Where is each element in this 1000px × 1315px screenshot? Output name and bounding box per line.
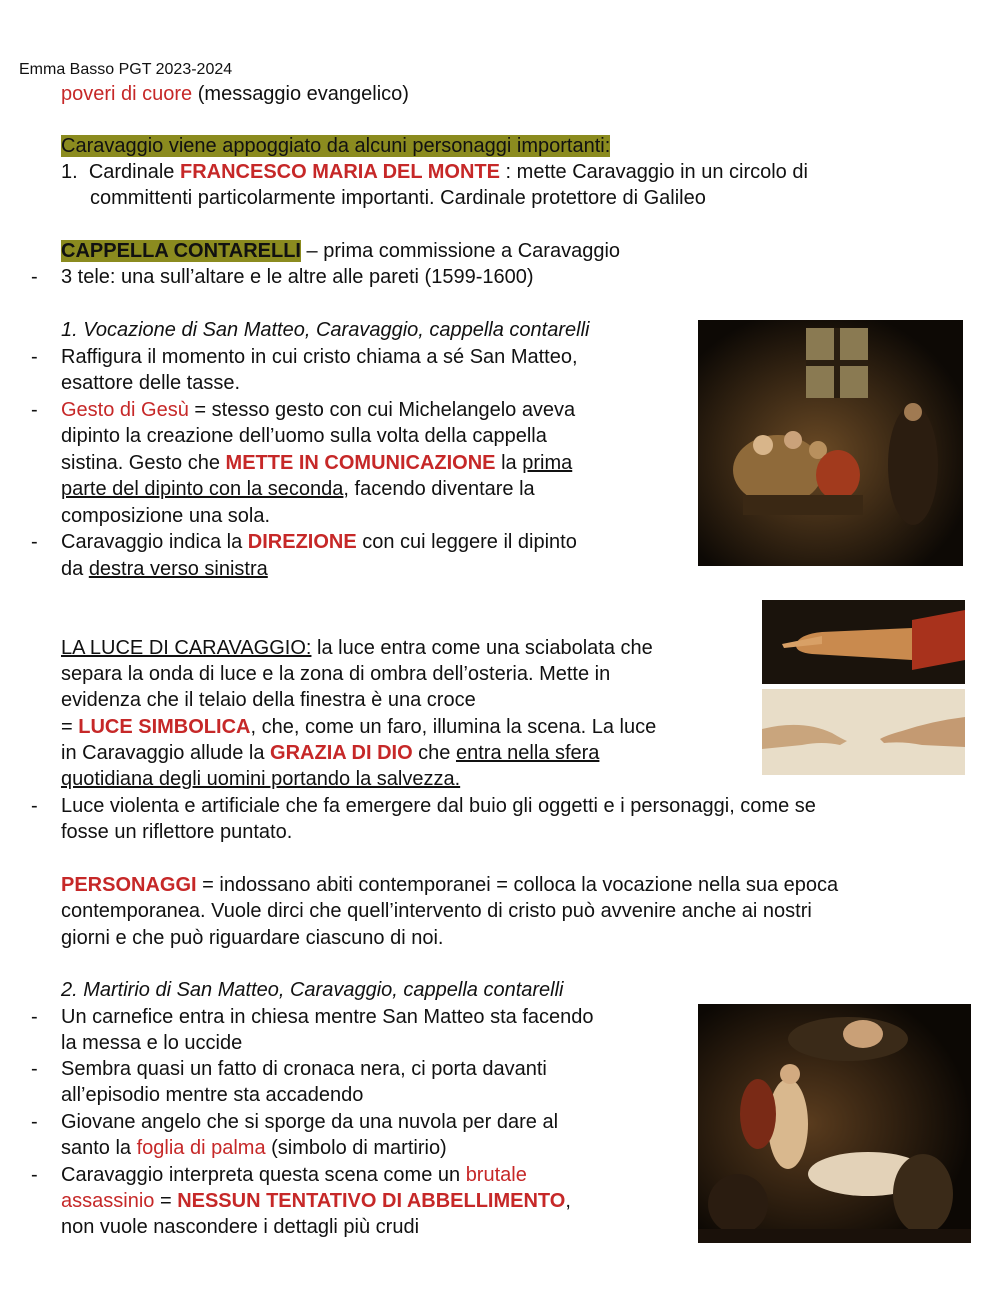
personaggi-line2: contemporanea. Vuole dirci che quell’intervento di cristo può avvenire anche ai nostri (61, 900, 812, 922)
bullet-dash: - (31, 1058, 38, 1080)
vocazione-b2-line2: dipinto la creazione dell’uomo sulla volta della cappella (61, 425, 547, 447)
luce-line5: in Caravaggio allude la GRAZIA DI DIO che entra nella sfera (61, 742, 600, 764)
martirio-b4-line2: assassinio = NESSUN TENTATIVO DI ABBELLIMENTO, (61, 1190, 571, 1212)
martirio-b1-line1: Un carnefice entra in chiesa mentre San Matteo sta facendo (61, 1006, 594, 1028)
bullet-dash: - (31, 346, 38, 368)
bullet-dash: - (31, 795, 38, 817)
creation-of-adam-detail-image (762, 689, 965, 775)
martirio-b2-line1: Sembra quasi un fatto di cronaca nera, ci porta davanti (61, 1058, 547, 1080)
luce-line1: LA LUCE DI CARAVAGGIO: la luce entra come una sciabolata che (61, 637, 653, 659)
cappella-bullet: 3 tele: una sull’altare e le altre alle pareti (1599-1600) (61, 266, 534, 288)
martirio-b2-line2: all’episodio mentre sta accadendo (61, 1084, 364, 1106)
vocazione-b2-line3: sistina. Gesto che METTE IN COMUNICAZIONE la prima (61, 452, 573, 474)
bullet-dash: - (31, 399, 38, 421)
martirio-b4-line1: Caravaggio interpreta questa scena come un brutale (61, 1164, 527, 1186)
luce-line3: evidenza che il telaio della finestra è una croce (61, 689, 476, 711)
martirio-b4-line3: non vuole nascondere i dettagli più crudi (61, 1216, 420, 1238)
vocazione-b3-line2: da destra verso sinistra (61, 558, 268, 580)
martirio-b1-line2: la messa e lo uccide (61, 1032, 243, 1054)
vocazione-b2-line4: parte del dipinto con la seconda, facendo diventare la (61, 478, 535, 500)
luce-bullet-line1: Luce violenta e artificiale che fa emergere dal buio gli oggetti e i personaggi, come se (61, 795, 816, 817)
vocazione-b2-line1: Gesto di Gesù = stesso gesto con cui Michelangelo aveva (61, 399, 576, 421)
vocazione-b3-line1: Caravaggio indica la DIREZIONE con cui leggere il dipinto (61, 531, 577, 553)
bullet-dash: - (31, 266, 38, 288)
patron-item: 1. Cardinale FRANCESCO MARIA DEL MONTE : mette Caravaggio in un circolo di (61, 161, 808, 183)
martirio-painting-image (698, 1004, 971, 1243)
bullet-dash: - (31, 1111, 38, 1133)
intro-line: poveri di cuore (messaggio evangelico) (61, 83, 409, 105)
vocazione-heading: 1. Vocazione di San Matteo, Caravaggio, cappella contarelli (61, 319, 590, 341)
vocazione-b2-line5: composizione una sola. (61, 505, 271, 527)
martirio-b3-line2: santo la foglia di palma (simbolo di martirio) (61, 1137, 447, 1159)
bullet-dash: - (31, 1006, 38, 1028)
bullet-dash: - (31, 531, 38, 553)
luce-line6: quotidiana degli uomini portando la salvezza. (61, 768, 461, 790)
martirio-heading: 2. Martirio di San Matteo, Caravaggio, cappella contarelli (61, 979, 564, 1001)
vocazione-b1-line2: esattore delle tasse. (61, 372, 240, 394)
document-header: Emma Basso PGT 2023-2024 (19, 61, 233, 78)
patron-item-line2: committenti particolarmente importanti. Cardinale protettore di Galileo (90, 187, 706, 209)
personaggi-line3: giorni e che può riguardare ciascuno di noi. (61, 927, 444, 949)
bullet-dash: - (31, 1164, 38, 1186)
luce-bullet-line2: fosse un riflettore puntato. (61, 821, 293, 843)
vocazione-b1-line1: Raffigura il momento in cui cristo chiama a sé San Matteo, (61, 346, 578, 368)
personaggi-line1: PERSONAGGI = indossano abiti contemporanei = colloca la vocazione nella sua epoca (61, 874, 839, 896)
christ-hand-detail-image (762, 600, 965, 684)
cappella-title: CAPPELLA CONTARELLI – prima commissione a Caravaggio (61, 240, 621, 262)
luce-line4: = LUCE SIMBOLICA, che, come un faro, illumina la scena. La luce (61, 716, 657, 738)
patrons-heading: Caravaggio viene appoggiato da alcuni personaggi importanti: (61, 135, 611, 157)
luce-line2: separa la onda di luce e la zona di ombra dell’osteria. Mette in (61, 663, 611, 685)
martirio-b3-line1: Giovane angelo che si sporge da una nuvola per dare al (61, 1111, 559, 1133)
vocazione-painting-image (698, 320, 963, 566)
